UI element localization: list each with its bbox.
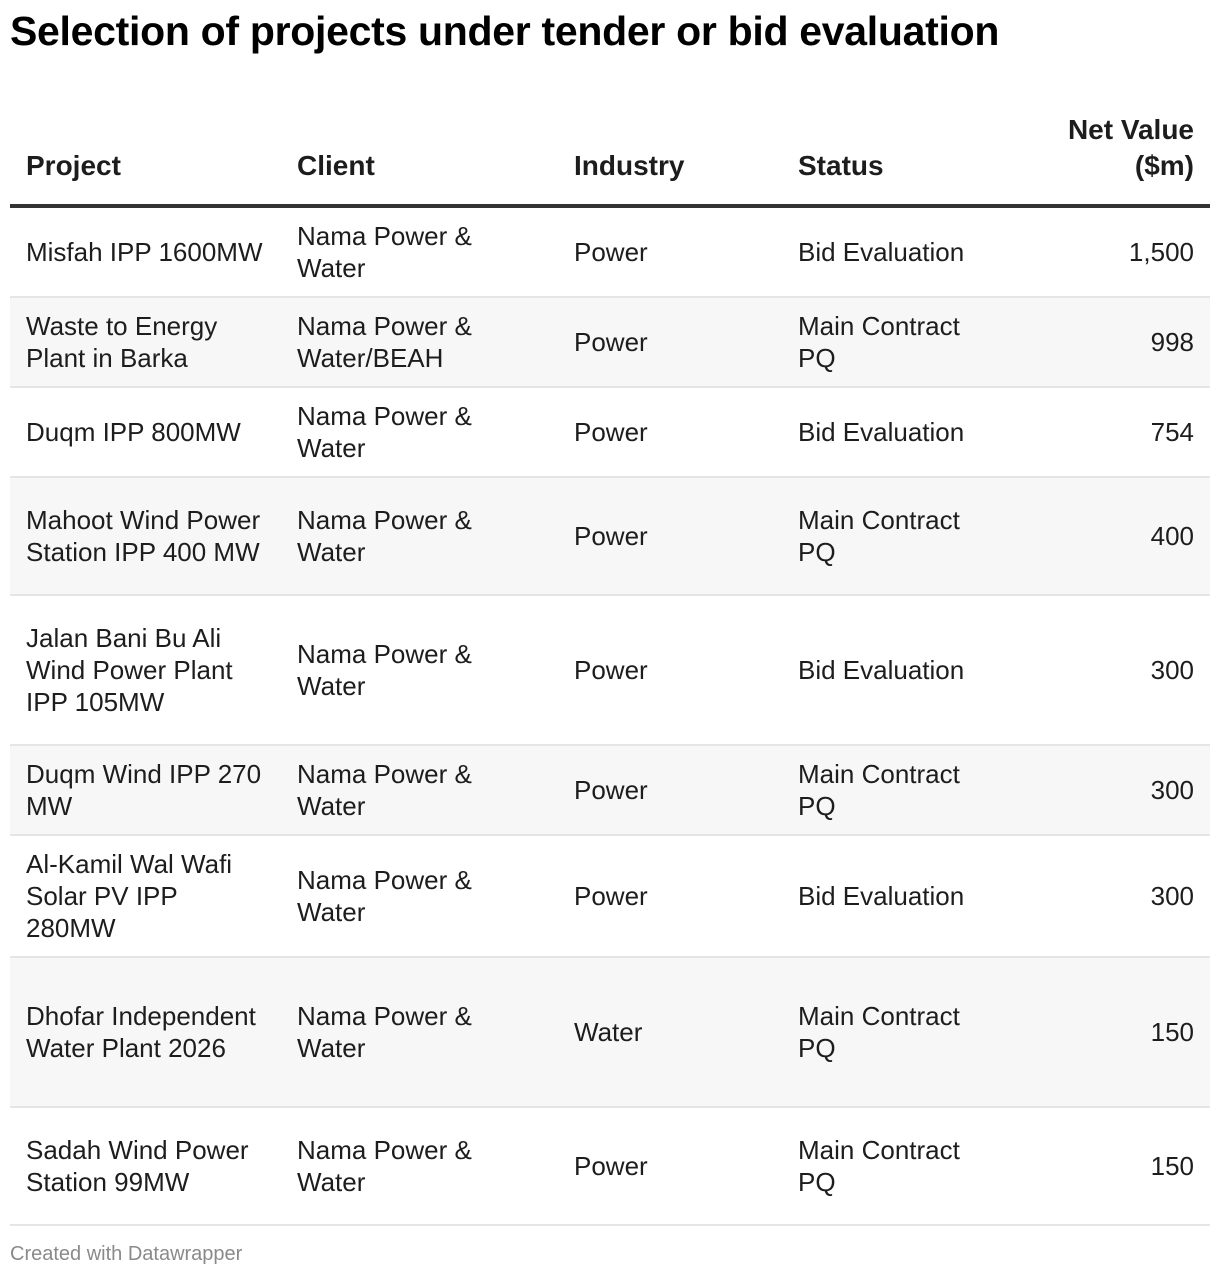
header-status[interactable]: Status bbox=[782, 112, 1010, 206]
cell-client: Nama Power & Water bbox=[281, 206, 558, 297]
cell-client: Nama Power & Water bbox=[281, 595, 558, 745]
table-row bbox=[10, 206, 1210, 297]
cell-status: Main Contract PQ bbox=[782, 1107, 1010, 1225]
cell-status: Bid Evaluation bbox=[782, 835, 1010, 957]
header-project[interactable]: Project bbox=[10, 112, 281, 206]
cell-project: Misfah IPP 1600MW bbox=[10, 206, 281, 297]
cell-status: Main Contract PQ bbox=[782, 745, 1010, 835]
header-net-value-line1: Net Value bbox=[1067, 114, 1194, 145]
cell-industry: Power bbox=[558, 387, 782, 477]
header-client[interactable]: Client bbox=[281, 112, 558, 206]
cell-client: Nama Power & Water bbox=[281, 745, 558, 835]
cell-client: Nama Power & Water bbox=[281, 387, 558, 477]
cell-net-value: 300 bbox=[1010, 835, 1210, 957]
cell-industry: Water bbox=[558, 957, 782, 1107]
cell-project: Mahoot Wind Power Station IPP 400 MW bbox=[10, 477, 281, 595]
cell-industry: Power bbox=[558, 206, 782, 297]
table-row bbox=[10, 745, 1210, 835]
cell-project: Dhofar Independent Water Plant 2026 bbox=[10, 957, 281, 1107]
table-row bbox=[10, 835, 1210, 957]
chart-title: Selection of projects under tender or bid evaluation bbox=[10, 8, 1000, 54]
cell-net-value: 150 bbox=[1010, 957, 1210, 1107]
cell-project: Sadah Wind Power Station 99MW bbox=[10, 1107, 281, 1225]
cell-status: Bid Evaluation bbox=[782, 595, 1010, 745]
cell-project: Duqm Wind IPP 270 MW bbox=[10, 745, 281, 835]
cell-project: Jalan Bani Bu Ali Wind Power Plant IPP 105MW bbox=[10, 595, 281, 745]
cell-net-value: 300 bbox=[1010, 745, 1210, 835]
cell-client: Nama Power & Water bbox=[281, 957, 558, 1107]
cell-net-value: 300 bbox=[1010, 595, 1210, 745]
cell-project: Duqm IPP 800MW bbox=[10, 387, 281, 477]
cell-client: Nama Power & Water bbox=[281, 477, 558, 595]
table-row bbox=[10, 387, 1210, 477]
table-header bbox=[10, 112, 1210, 206]
cell-project: Waste to Energy Plant in Barka bbox=[10, 297, 281, 387]
header-industry[interactable]: Industry bbox=[558, 112, 782, 206]
table-row bbox=[10, 1107, 1210, 1225]
table-row bbox=[10, 297, 1210, 387]
cell-industry: Power bbox=[558, 835, 782, 957]
cell-status: Main Contract PQ bbox=[782, 477, 1010, 595]
cell-status: Bid Evaluation bbox=[782, 206, 1010, 297]
cell-net-value: 1,500 bbox=[1010, 206, 1210, 297]
table-row bbox=[10, 957, 1210, 1107]
cell-net-value: 400 bbox=[1010, 477, 1210, 595]
cell-client: Nama Power & Water bbox=[281, 835, 558, 957]
cell-net-value: 998 bbox=[1010, 297, 1210, 387]
header-net-value-line2: ($m) bbox=[1134, 150, 1194, 181]
cell-client: Nama Power & Water bbox=[281, 1107, 558, 1225]
cell-status: Main Contract PQ bbox=[782, 297, 1010, 387]
table-row bbox=[10, 477, 1210, 595]
cell-industry: Power bbox=[558, 745, 782, 835]
cell-status: Bid Evaluation bbox=[782, 387, 1010, 477]
header-row bbox=[10, 112, 1210, 206]
header-net-value[interactable] bbox=[1010, 112, 1210, 206]
cell-industry: Power bbox=[558, 297, 782, 387]
footer-credit: Created with Datawrapper bbox=[10, 1243, 243, 1265]
projects-table bbox=[10, 112, 1210, 1226]
cell-net-value: 754 bbox=[1010, 387, 1210, 477]
cell-industry: Power bbox=[558, 477, 782, 595]
cell-industry: Power bbox=[558, 1107, 782, 1225]
cell-client: Nama Power & Water/BEAH bbox=[281, 297, 558, 387]
cell-project: Al-Kamil Wal Wafi Solar PV IPP 280MW bbox=[10, 835, 281, 957]
cell-industry: Power bbox=[558, 595, 782, 745]
cell-status: Main Contract PQ bbox=[782, 957, 1010, 1107]
table-row bbox=[10, 595, 1210, 745]
cell-net-value: 150 bbox=[1010, 1107, 1210, 1225]
table-body bbox=[10, 206, 1210, 1225]
